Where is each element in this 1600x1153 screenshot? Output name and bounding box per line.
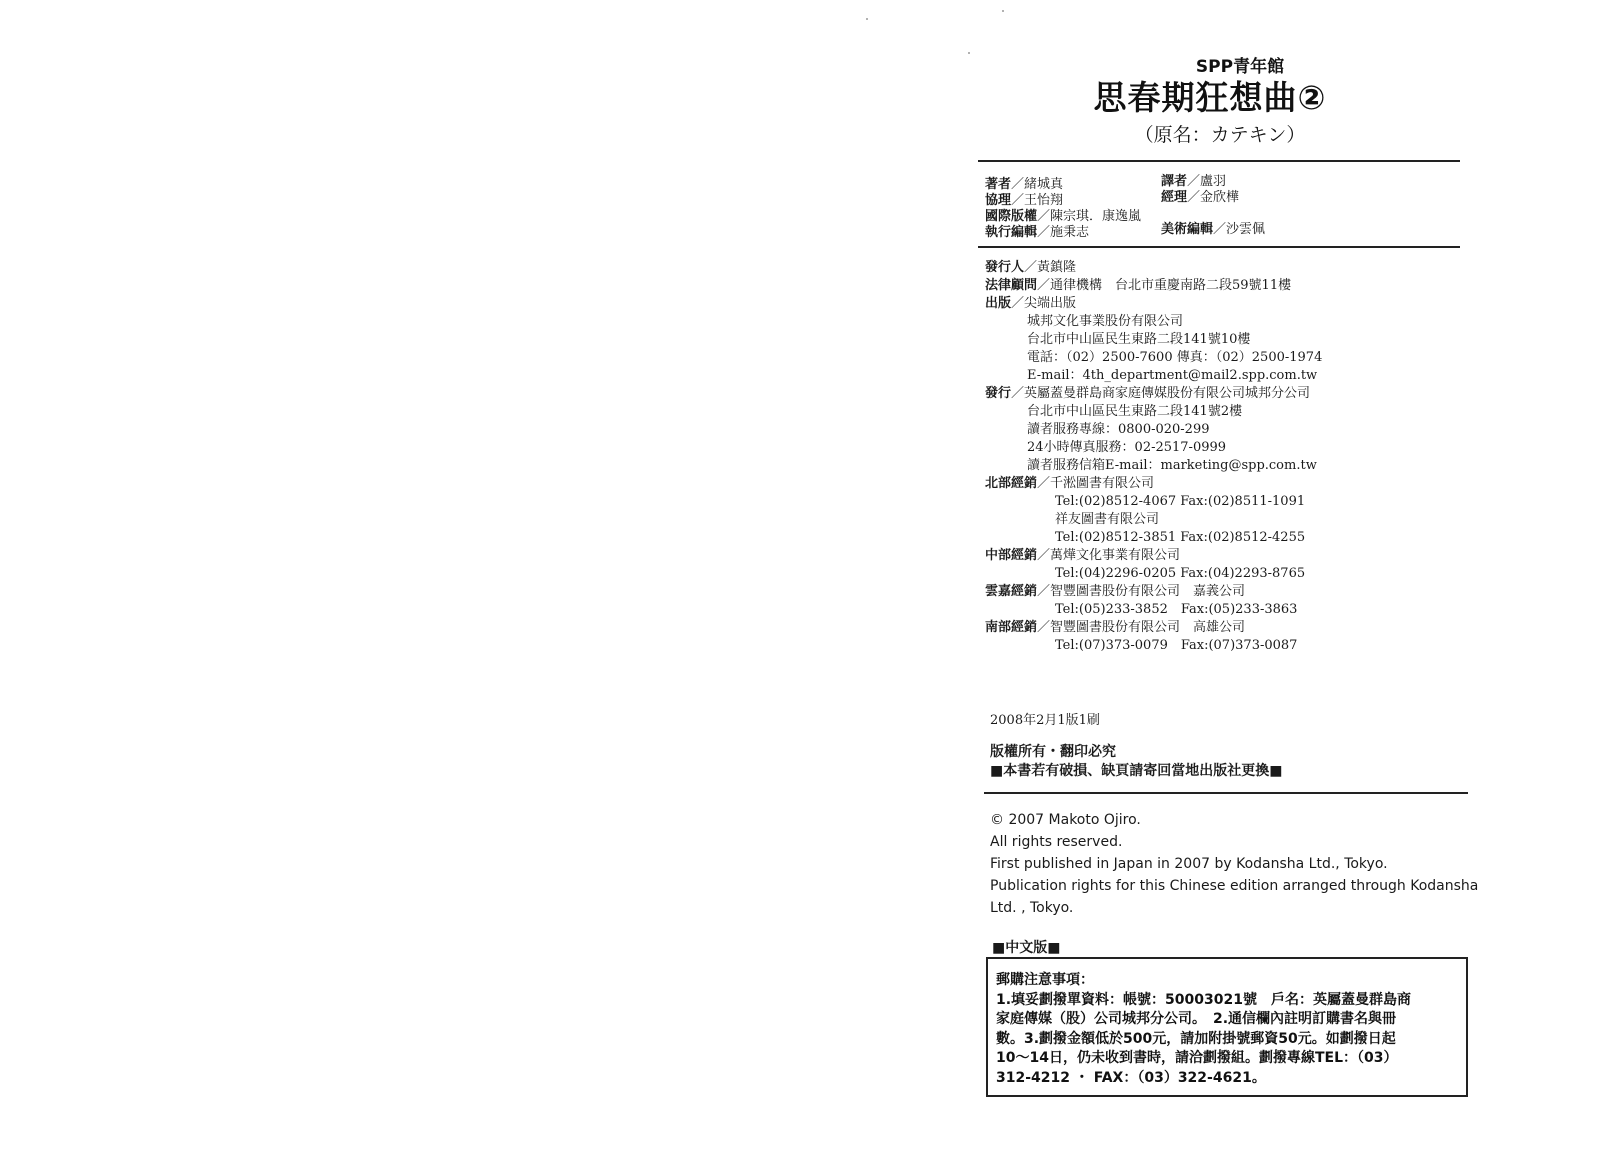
distribute-fax: 24小時傳真服務：02-2517-0999 <box>1027 440 1227 455</box>
credit-value: ／沙雲佩 <box>1213 222 1266 237</box>
original-title: （原名：カテキン） <box>1134 124 1306 146</box>
print-date: 2008年2月1版1刷 <box>990 713 1100 728</box>
yunjia-label: 雲嘉經銷 <box>985 584 1038 599</box>
mail-order-line: 1.填妥劃撥單資料：帳號：50003021號 戶名：英屬蓋曼群島商 <box>996 991 1411 1008</box>
north-contact-2: Tel:(02)8512-3851 Fax:(02)8512-4255 <box>1055 530 1306 545</box>
credit-author <box>985 177 1063 193</box>
central-contact: Tel:(04)2296-0205 Fax:(04)2293-8765 <box>1055 566 1306 581</box>
scan-speck <box>866 18 868 20</box>
publish-phone: 電話：（02）2500-7600 傳真：（02）2500-1974 <box>1027 350 1323 365</box>
issuer-value: ／黃鎮隆 <box>1024 260 1077 275</box>
credit-value: ／施秉志 <box>1037 225 1090 240</box>
publish-value: ／尖端出版 <box>1011 296 1077 311</box>
yunjia-value: ／智豐圖書股份有限公司 嘉義公司 <box>1037 584 1246 599</box>
credit-label: 著者 <box>985 177 1012 192</box>
credit-editor <box>985 225 1089 241</box>
copyright-line: First published in Japan in 2007 by Kodansha Ltd., Tokyo. <box>990 856 1388 872</box>
scan-speck <box>968 52 970 54</box>
mail-order-line: 數。3.劃撥金額低於500元，請加附掛號郵資50元。如劃撥日起 <box>996 1030 1396 1047</box>
credit-label: 執行編輯 <box>985 225 1038 240</box>
credit-value: ／王怡翔 <box>1011 193 1064 208</box>
mail-order-line: 家庭傳媒（股）公司城邦分公司。 2.通信欄內註明訂購書名與冊 <box>996 1011 1397 1027</box>
legal-label: 法律顧問 <box>985 278 1038 293</box>
mail-order-notice <box>986 957 1468 1097</box>
publish-company: 城邦文化事業股份有限公司 <box>1027 314 1184 329</box>
publish-email: E-mail：4th_department@mail2.spp.com.tw <box>1027 368 1318 383</box>
mail-order-line: 312-4212 ・ FAX：（03）322-4621。 <box>996 1069 1266 1086</box>
issuer-label: 發行人 <box>985 260 1025 275</box>
edition-label: ■中文版■ <box>992 940 1061 956</box>
return-notice: ■本書若有破損、缺頁請寄回當地出版社更換■ <box>990 763 1283 779</box>
credit-rights <box>985 209 1141 225</box>
distribute-hotline: 讀者服務專線：0800-020-299 <box>1027 422 1210 437</box>
issuer-line <box>985 259 1076 277</box>
credit-manager <box>1161 190 1239 206</box>
north-line <box>985 475 1154 493</box>
south-line <box>985 619 1245 637</box>
rights-statement: 版權所有・翻印必究 <box>990 744 1116 760</box>
copyright-block <box>990 809 1500 919</box>
copyright-line: All rights reserved. <box>990 834 1123 850</box>
publish-address: 台北市中山區民生東路二段141號10樓 <box>1027 332 1251 347</box>
credit-label: 譯者 <box>1161 174 1188 189</box>
credit-label: 經理 <box>1161 190 1188 205</box>
distribute-label: 發行 <box>985 386 1012 401</box>
book-title: 思春期狂想曲② <box>1093 78 1327 117</box>
distribute-address: 台北市中山區民生東路二段141號2樓 <box>1027 404 1243 419</box>
mail-order-line: 10～14日，仍未收到書時，請洽劃撥組。劃撥專線TEL：（03） <box>996 1050 1398 1066</box>
north-label: 北部經銷 <box>985 476 1038 491</box>
south-value: ／智豐圖書股份有限公司 高雄公司 <box>1037 620 1246 635</box>
legal-line <box>985 277 1291 295</box>
credit-value: ／緒城真 <box>1011 177 1064 192</box>
series-name: SPP青年館 <box>1195 57 1285 77</box>
north-company-2: 祥友圖書有限公司 <box>1055 512 1160 527</box>
distribute-line <box>985 385 1310 403</box>
mail-order-heading: 郵購注意事項： <box>996 972 1094 988</box>
legal-value: ／通律機構 台北市重慶南路二段59號11樓 <box>1037 278 1292 293</box>
north-contact-1: Tel:(02)8512-4067 Fax:(02)8511-1091 <box>1055 494 1306 509</box>
scan-speck <box>1002 10 1004 12</box>
central-line <box>985 547 1180 565</box>
publish-line <box>985 295 1076 313</box>
distribute-email: 讀者服務信箱E-mail：marketing@spp.com.tw <box>1027 458 1317 473</box>
copyright-line: © 2007 Makoto Ojiro. <box>990 812 1141 828</box>
credit-label: 國際版權 <box>985 209 1038 224</box>
credit-associate <box>985 193 1063 209</box>
copyright-line: Ltd. , Tokyo. <box>990 900 1074 916</box>
credit-label: 協理 <box>985 193 1012 208</box>
central-label: 中部經銷 <box>985 548 1038 563</box>
central-value: ／萬燁文化事業有限公司 <box>1037 548 1181 563</box>
distribute-value: ／英屬蓋曼群島商家庭傳媒股份有限公司城邦分公司 <box>1011 386 1311 401</box>
yunjia-line <box>985 583 1245 601</box>
credit-translator <box>1161 174 1226 190</box>
divider-credits <box>978 246 1460 248</box>
south-contact: Tel:(07)373-0079 Fax:(07)373-0087 <box>1055 638 1298 653</box>
south-label: 南部經銷 <box>985 620 1038 635</box>
north-value: ／千淞圖書有限公司 <box>1037 476 1155 491</box>
credit-value: ／陳宗琪．康逸嵐 <box>1037 209 1142 224</box>
divider-top <box>978 160 1460 162</box>
yunjia-contact: Tel:(05)233-3852 Fax:(05)233-3863 <box>1055 602 1298 617</box>
divider-rights <box>984 792 1468 794</box>
credit-art-editor <box>1161 222 1265 238</box>
credit-label: 美術編輯 <box>1161 222 1214 237</box>
credit-value: ／金欣樺 <box>1187 190 1240 205</box>
credit-value: ／盧羽 <box>1187 174 1227 189</box>
copyright-line: Publication rights for this Chinese edition arranged through Kodansha <box>990 878 1479 894</box>
rights-block <box>990 743 1282 781</box>
publish-label: 出版 <box>985 296 1012 311</box>
